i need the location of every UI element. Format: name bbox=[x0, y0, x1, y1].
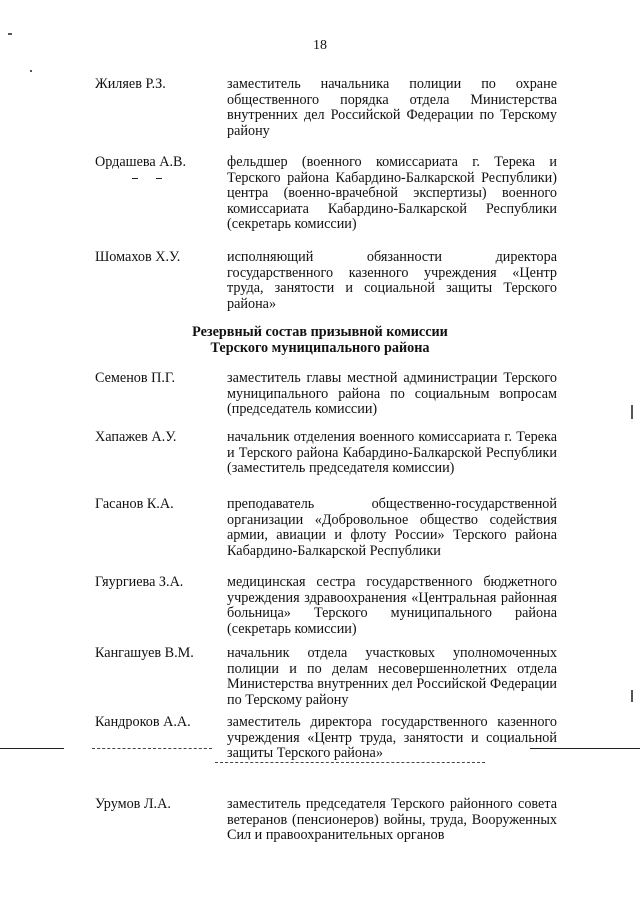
scan-line bbox=[92, 748, 212, 749]
member-name: Кангашуев В.М. bbox=[95, 645, 194, 661]
member-position: преподаватель общественно-государственной организации «Добровольное общество содействия армии, авиации и флоту России» Терского района Кабардино-Балкарской Республики bbox=[227, 496, 557, 559]
scan-mark bbox=[631, 690, 633, 702]
scan-mark bbox=[631, 405, 633, 419]
scan-mark bbox=[30, 70, 32, 72]
member-name: Гяургиева З.А. bbox=[95, 574, 184, 590]
member-position: исполняющий обязанности директора государственного казенного учреждения «Центр труда, занятости и социальной защиты Терского района» bbox=[227, 249, 557, 312]
member-position: начальник отделения военного комиссариата г. Терека и Терского района Кабардино-Балкарской Республики (заместитель председателя комиссии) bbox=[227, 429, 557, 477]
member-name: Ордашева А.В. bbox=[95, 154, 187, 170]
scan-line bbox=[215, 762, 485, 763]
member-position: начальник отдела участковых уполномоченных полиции и по делам несовершеннолетних отдела Министерства внутренних дел Российской Федерации по Терскому району bbox=[227, 645, 557, 708]
member-name: Шомахов Х.У. bbox=[95, 249, 181, 265]
scan-line bbox=[530, 748, 640, 749]
section-heading-line: Резервный состав призывной комиссии bbox=[192, 324, 448, 340]
member-name: Семенов П.Г. bbox=[95, 370, 176, 386]
member-name: Хапажев А.У. bbox=[95, 429, 177, 445]
member-position: заместитель главы местной администрации Терского муниципального района по социальным вопросам (председатель комиссии) bbox=[227, 370, 557, 418]
member-name: Гасанов К.А. bbox=[95, 496, 174, 512]
section-heading bbox=[0, 324, 640, 356]
scan-dash bbox=[156, 178, 162, 179]
member-position: заместитель начальника полиции по охране общественного порядка отдела Министерства внутренних дел Российской Федерации по Терскому району bbox=[227, 76, 557, 139]
member-position: заместитель председателя Терского районного совета ветеранов (пенсионеров) войны, труда, Вооруженных Сил и правоохранительных органов bbox=[227, 796, 557, 844]
page-number: 18 bbox=[313, 38, 327, 53]
member-position: медицинская сестра государственного бюджетного учреждения здравоохранения «Центральная районная больница» Терского муниципального района (секретарь комиссии) bbox=[227, 574, 557, 637]
member-name: Урумов Л.А. bbox=[95, 796, 171, 812]
member-position: заместитель директора государственного казенного учреждения «Центр труда, занятости и социальной защиты Терского района» bbox=[227, 714, 557, 762]
section-heading-line: Терского муниципального района bbox=[210, 340, 430, 356]
member-position: фельдшер (военного комиссариата г. Терека и Терского района Кабардино-Балкарской Республики) центра (военно-врачебной экспертизы) военного комиссариата Кабардино-Балкарской Республики (секретарь комиссии) bbox=[227, 154, 557, 233]
scan-dash bbox=[132, 178, 138, 179]
member-name: Кандроков А.А. bbox=[95, 714, 191, 730]
scan-line bbox=[0, 748, 64, 749]
scan-mark bbox=[8, 33, 12, 35]
member-name: Жиляев Р.З. bbox=[95, 76, 166, 92]
